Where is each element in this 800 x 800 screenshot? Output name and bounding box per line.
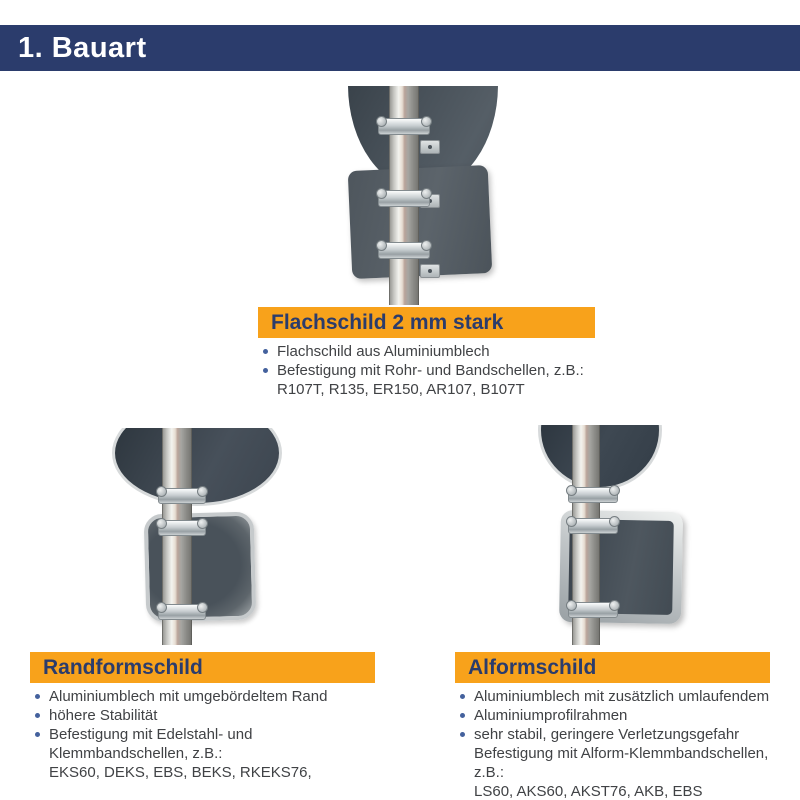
alformschild-bullet-list [459,687,794,800]
pipe-clamp [378,190,430,207]
page-title: 1. Bauart [18,32,147,64]
mounting-bracket [420,140,440,154]
clamp-bolt [197,518,208,529]
list-item: Aluminiumprofilrahmen [459,706,794,725]
section-title-text: Randformschild [43,656,203,679]
bullet-dot-icon [459,687,474,706]
bullet-dot-icon [459,706,474,725]
clamp-bolt [421,188,432,199]
list-item: Aluminiumblech mit umgebördeltem Rand [34,687,414,706]
bullet-dot-icon [34,725,49,744]
clamp-bolt [197,602,208,613]
round-sign-back [538,425,662,490]
list-item: R107T, R135, ER150, AR107, B107T [262,380,602,399]
mounting-bracket [420,264,440,278]
section-title-alformschild [455,652,770,683]
bullet-dot-icon [34,744,49,763]
section-title-flachschild [258,307,595,338]
list-item: Befestigung mit Alform-Klemmbandschellen, z.B.: [459,744,794,782]
pipe-clamp [568,602,618,618]
clamp-bolt [156,602,167,613]
pipe-clamp [568,487,618,503]
pipe-clamp [158,604,206,620]
clamp-bolt [421,116,432,127]
clamp-bolt [566,600,577,611]
flachschild-sign-back [348,165,493,279]
clamp-bolt [609,600,620,611]
section-title-text: Flachschild 2 mm stark [271,311,504,334]
list-item: Befestigung mit Rohr- und Bandschellen, z.B.: [262,361,602,380]
flachschild-bullet-list [262,342,602,399]
clamp-bolt [197,486,208,497]
bullet-dot-icon [262,380,277,399]
randformschild-bullet-list [34,687,414,782]
pipe-clamp [158,488,206,504]
pipe-clamp [568,518,618,534]
bullet-dot-icon [34,763,49,782]
pipe-clamp [378,242,430,259]
section-title-randformschild [30,652,375,683]
list-item: höhere Stabilität [34,706,414,725]
list-item: LS60, AKS60, AKST76, AKB, EBS [459,782,794,800]
clamp-bolt [566,516,577,527]
pipe-clamp [378,118,430,135]
bullet-dot-icon [34,706,49,725]
alformschild-photo [510,425,760,645]
flachschild-photo [270,86,550,305]
pipe-clamp [158,520,206,536]
bullet-dot-icon [459,782,474,800]
list-item: Flachschild aus Aluminiumblech [262,342,602,361]
randformschild-photo [100,428,350,645]
list-item: Klemmbandschellen, z.B.: [34,744,414,763]
clamp-bolt [566,485,577,496]
clamp-bolt [376,116,387,127]
page-title-bar [0,25,800,71]
clamp-bolt [376,240,387,251]
list-item: Aluminiumblech mit zusätzlich umlaufendem [459,687,794,706]
bullet-dot-icon [34,687,49,706]
list-item: sehr stabil, geringere Verletzungsgefahr [459,725,794,744]
clamp-bolt [421,240,432,251]
clamp-bolt [609,485,620,496]
clamp-bolt [156,518,167,529]
list-item: EKS60, DEKS, EBS, BEKS, RKEKS76, [34,763,414,782]
bullet-dot-icon [262,361,277,380]
clamp-bolt [609,516,620,527]
bullet-dot-icon [459,725,474,744]
section-title-text: Alformschild [468,656,597,679]
bullet-dot-icon [459,744,474,763]
bullet-dot-icon [262,342,277,361]
clamp-bolt [376,188,387,199]
list-item: Befestigung mit Edelstahl- und [34,725,414,744]
clamp-bolt [156,486,167,497]
